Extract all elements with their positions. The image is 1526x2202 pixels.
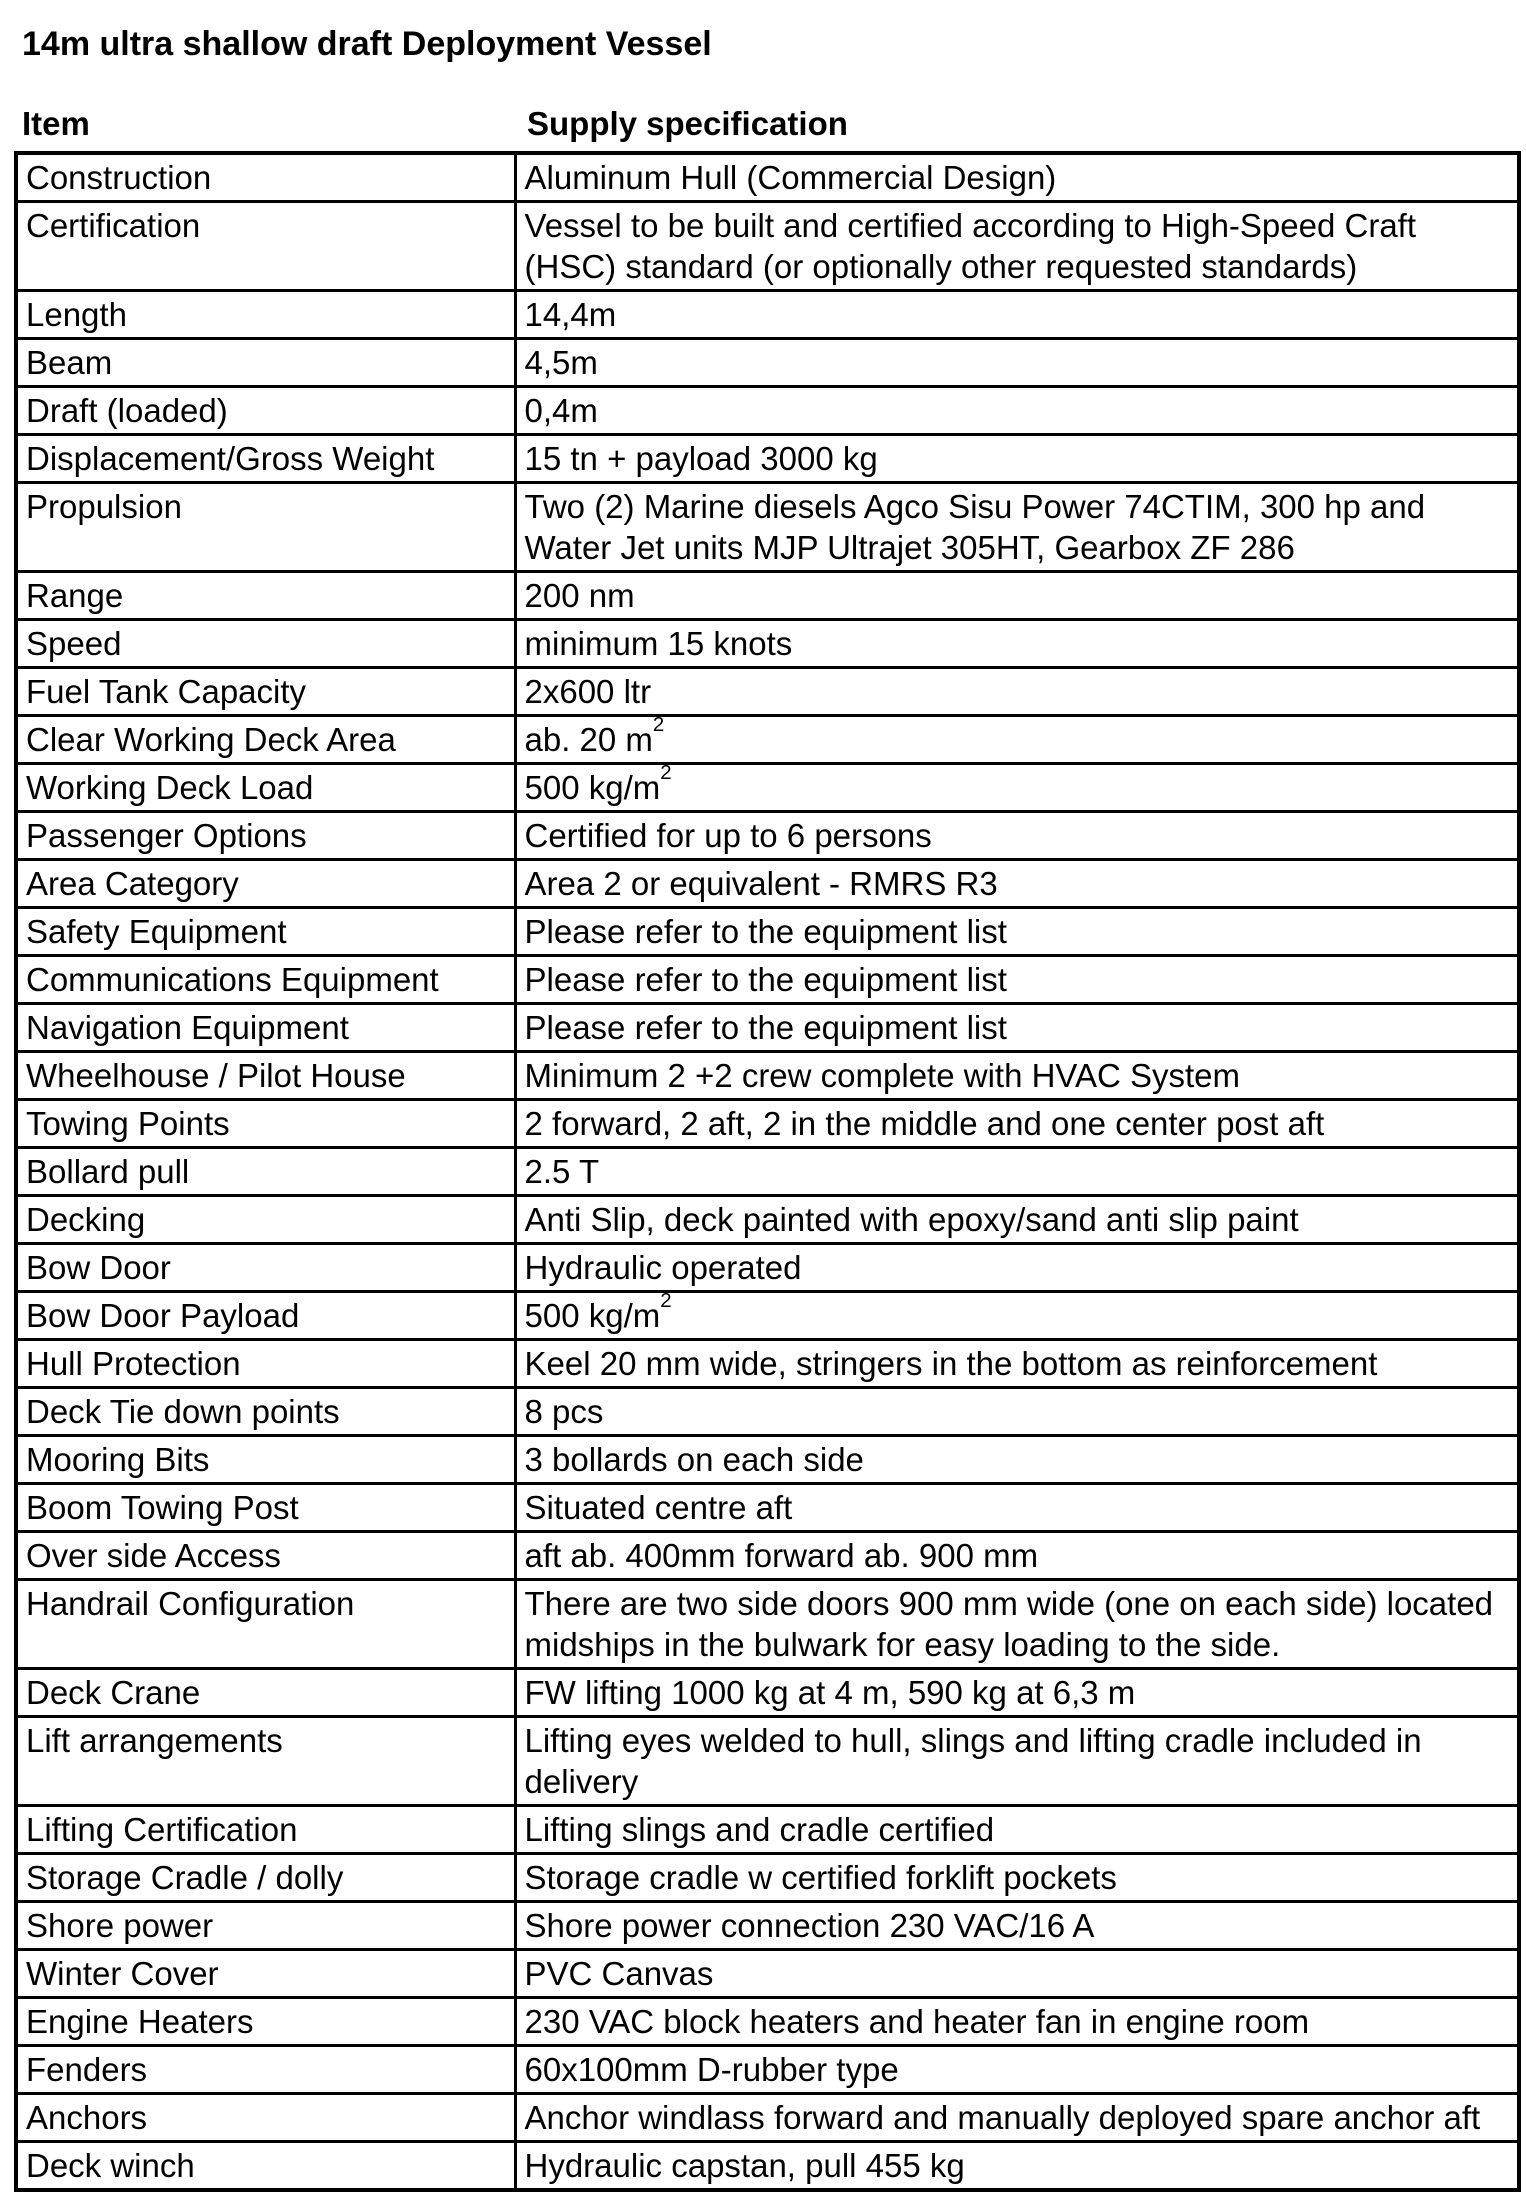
table-row xyxy=(16,1388,1519,1436)
value-cell: 200 nm xyxy=(515,572,1519,620)
table-row xyxy=(16,1148,1519,1196)
item-cell: Fuel Tank Capacity xyxy=(16,668,515,716)
superscript: 2 xyxy=(660,1289,672,1313)
item-cell: Area Category xyxy=(16,860,515,908)
value-cell: minimum 15 knots xyxy=(515,620,1519,668)
table-row xyxy=(16,1902,1519,1950)
table-row xyxy=(16,1196,1519,1244)
item-cell: Passenger Options xyxy=(16,812,515,860)
value-cell: Shore power connection 230 VAC/16 A xyxy=(515,1902,1519,1950)
table-row xyxy=(16,668,1519,716)
item-cell: Winter Cover xyxy=(16,1950,515,1998)
document-title: 14m ultra shallow draft Deployment Vessel xyxy=(22,25,712,63)
table-row xyxy=(16,1717,1519,1806)
value-cell: 500 $kg/m^2$ xyxy=(515,1292,1519,1340)
item-cell: Bow Door xyxy=(16,1244,515,1292)
value-cell: Lifting slings and cradle certified xyxy=(515,1806,1519,1854)
value-cell: Two (2) Marine diesels Agco Sisu Power 74CTIM, 300 hp and Water Jet units MJP Ultrajet 305HT, Gearbox ZF 286 xyxy=(515,483,1519,572)
value-cell: 8 pcs xyxy=(515,1388,1519,1436)
table-row xyxy=(16,764,1519,812)
table-row xyxy=(16,2046,1519,2094)
table-row xyxy=(16,812,1519,860)
value-cell: Please refer to the equipment list xyxy=(515,956,1519,1004)
table-row xyxy=(16,860,1519,908)
value-cell: Vessel to be built and certified according to High-Speed Craft (HSC) standard (or optionally other requested standards) xyxy=(515,202,1519,291)
value-cell: 0,4m xyxy=(515,387,1519,435)
table-row xyxy=(16,1436,1519,1484)
table-row xyxy=(16,620,1519,668)
item-cell: Bollard pull xyxy=(16,1148,515,1196)
item-cell: Certification xyxy=(16,202,515,291)
value-cell: Anti Slip, deck painted with epoxy/sand anti slip paint xyxy=(515,1196,1519,1244)
table-row xyxy=(16,1998,1519,2046)
table-row xyxy=(16,1950,1519,1998)
value-cell: Please refer to the equipment list xyxy=(515,908,1519,956)
item-cell: Shore power xyxy=(16,1902,515,1950)
value-cell: There are two side doors 900 mm wide (one on each side) located midships in the bulwark for easy loading to the side. xyxy=(515,1580,1519,1669)
item-cell: Lifting Certification xyxy=(16,1806,515,1854)
value-cell: 2x600 ltr xyxy=(515,668,1519,716)
value-cell: Storage cradle w certified forklift pockets xyxy=(515,1854,1519,1902)
item-cell: Draft (loaded) xyxy=(16,387,515,435)
item-cell: Working Deck Load xyxy=(16,764,515,812)
table-row xyxy=(16,1532,1519,1580)
value-cell: 2 forward, 2 aft, 2 in the middle and one center post aft xyxy=(515,1100,1519,1148)
item-cell: Propulsion xyxy=(16,483,515,572)
item-cell: Engine Heaters xyxy=(16,1998,515,2046)
item-cell: Storage Cradle / dolly xyxy=(16,1854,515,1902)
table-row xyxy=(16,1854,1519,1902)
value-cell: 14,4m xyxy=(515,291,1519,339)
value-cell: aft ab. 400mm forward ab. 900 mm xyxy=(515,1532,1519,1580)
table-row xyxy=(16,2094,1519,2142)
item-cell: Fenders xyxy=(16,2046,515,2094)
value-cell: 2.5 T xyxy=(515,1148,1519,1196)
table-row xyxy=(16,291,1519,339)
value-cell: Minimum 2 +2 crew complete with HVAC System xyxy=(515,1052,1519,1100)
superscript: 2 xyxy=(652,713,665,737)
item-cell: Range xyxy=(16,572,515,620)
item-cell: Communications Equipment xyxy=(16,956,515,1004)
value-cell: FW lifting 1000 kg at 4 m, 590 kg at 6,3 m xyxy=(515,1669,1519,1717)
value-cell: 3 bollards on each side xyxy=(515,1436,1519,1484)
item-cell: Construction xyxy=(16,153,515,202)
table-row xyxy=(16,1052,1519,1100)
column-header-supply-specification: Supply specification xyxy=(527,105,848,142)
spec-table xyxy=(14,151,1521,2192)
table-row xyxy=(16,153,1519,202)
table-row xyxy=(16,2142,1519,2191)
table-row xyxy=(16,1004,1519,1052)
table-row xyxy=(16,1484,1519,1532)
item-cell: Beam xyxy=(16,339,515,387)
value-cell: Anchor windlass forward and manually deployed spare anchor aft xyxy=(515,2094,1519,2142)
value-cell: 230 VAC block heaters and heater fan in engine room xyxy=(515,1998,1519,2046)
item-cell: Hull Protection xyxy=(16,1340,515,1388)
item-cell: Speed xyxy=(16,620,515,668)
item-cell: Wheelhouse / Pilot House xyxy=(16,1052,515,1100)
spec-table-body xyxy=(16,153,1519,2190)
value-cell: 60x100mm D-rubber type xyxy=(515,2046,1519,2094)
item-cell: Lift arrangements xyxy=(16,1717,515,1806)
item-cell: Boom Towing Post xyxy=(16,1484,515,1532)
item-cell: Mooring Bits xyxy=(16,1436,515,1484)
item-cell: Anchors xyxy=(16,2094,515,2142)
value-cell: Situated centre aft xyxy=(515,1484,1519,1532)
table-row xyxy=(16,1340,1519,1388)
item-cell: Deck Crane xyxy=(16,1669,515,1717)
superscript: 2 xyxy=(660,761,672,785)
table-row xyxy=(16,387,1519,435)
table-row xyxy=(16,202,1519,291)
table-row xyxy=(16,1292,1519,1340)
item-cell: Clear Working Deck Area xyxy=(16,716,515,764)
value-cell: Area 2 or equivalent - RMRS R3 xyxy=(515,860,1519,908)
table-row xyxy=(16,908,1519,956)
item-cell: Decking xyxy=(16,1196,515,1244)
item-cell: Safety Equipment xyxy=(16,908,515,956)
item-cell: Bow Door Payload xyxy=(16,1292,515,1340)
item-cell: Towing Points xyxy=(16,1100,515,1148)
item-cell: Navigation Equipment xyxy=(16,1004,515,1052)
value-cell: Lifting eyes welded to hull, slings and lifting cradle included in delivery xyxy=(515,1717,1519,1806)
table-row xyxy=(16,1580,1519,1669)
table-row xyxy=(16,716,1519,764)
value-cell: PVC Canvas xyxy=(515,1950,1519,1998)
table-row xyxy=(16,435,1519,483)
value-cell: 4,5m xyxy=(515,339,1519,387)
table-column-headers xyxy=(0,104,1526,144)
value-cell: 500 $kg/m^2$ xyxy=(515,764,1519,812)
value-cell: Please refer to the equipment list xyxy=(515,1004,1519,1052)
item-cell: Deck winch xyxy=(16,2142,515,2191)
value-cell: Hydraulic operated xyxy=(515,1244,1519,1292)
table-row xyxy=(16,956,1519,1004)
value-cell: Hydraulic capstan, pull 455 kg xyxy=(515,2142,1519,2191)
value-cell: 15 tn + payload 3000 kg xyxy=(515,435,1519,483)
table-row xyxy=(16,572,1519,620)
item-cell: Length xyxy=(16,291,515,339)
value-cell: Aluminum Hull (Commercial Design) xyxy=(515,153,1519,202)
value-cell: ab. 20 $m^2$ xyxy=(515,716,1519,764)
column-header-item: Item xyxy=(22,105,90,142)
item-cell: Displacement/Gross Weight xyxy=(16,435,515,483)
item-cell: Over side Access xyxy=(16,1532,515,1580)
table-row xyxy=(16,1244,1519,1292)
table-row xyxy=(16,483,1519,572)
table-row xyxy=(16,1100,1519,1148)
table-row xyxy=(16,1806,1519,1854)
table-row xyxy=(16,339,1519,387)
value-cell: Keel 20 mm wide, stringers in the bottom as reinforcement xyxy=(515,1340,1519,1388)
item-cell: Deck Tie down points xyxy=(16,1388,515,1436)
table-row xyxy=(16,1669,1519,1717)
item-cell: Handrail Configuration xyxy=(16,1580,515,1669)
value-cell: Certified for up to 6 persons xyxy=(515,812,1519,860)
